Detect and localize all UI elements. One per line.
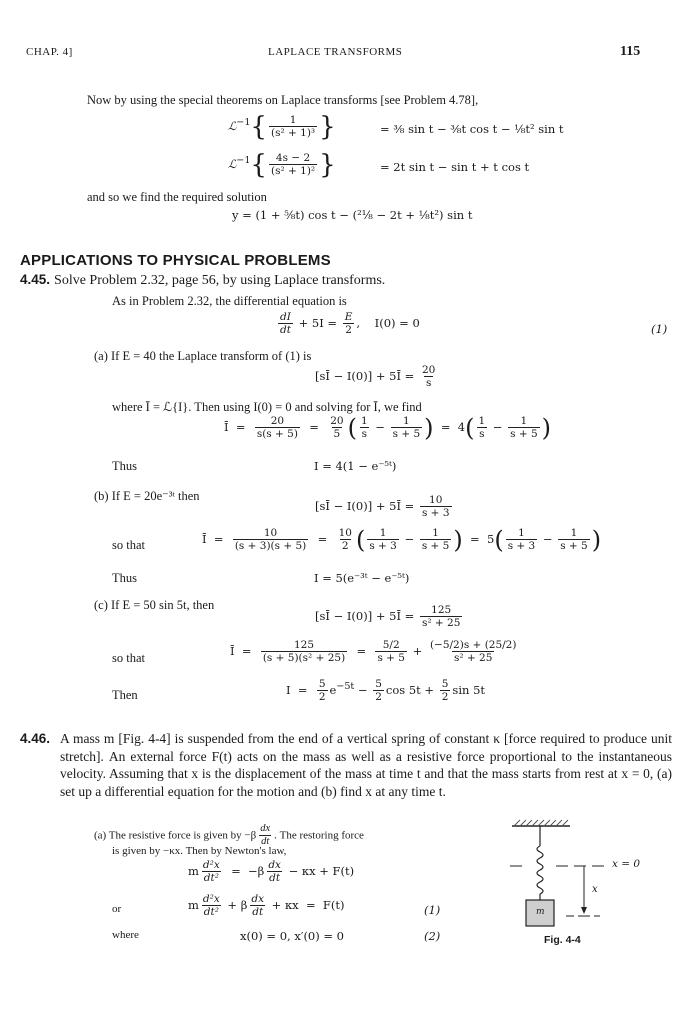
part-a-result: I = 4(1 − e⁻⁵ᵗ) — [314, 459, 397, 473]
problem-4-46-statement — [60, 730, 672, 800]
problem-intro: As in Problem 2.32, the differential equation is — [112, 294, 347, 308]
problem-number: 4.45. — [20, 272, 51, 287]
ceiling-hatching — [514, 820, 568, 826]
x-arrow-label: x — [592, 884, 598, 895]
part-a-where: where Ī = ℒ{I}. Then using I(0) = 0 and solving for Ī, we find — [112, 400, 422, 414]
restoring-text: . The restoring force — [274, 829, 364, 842]
problem-4-45-statement — [20, 271, 385, 289]
problem-number: 4.46. — [20, 731, 51, 746]
part-c-sothat: so that — [112, 651, 145, 665]
part-b-transform: [sĪ − I(0)] + 5Ī = $\frac{10}{s + 3}$ — [315, 494, 450, 520]
figure-caption: Fig. 4-4 — [544, 934, 581, 946]
lhs: [sĪ − I(0)] + 5Ī = — [315, 498, 415, 513]
motion-equation: m $\frac{\text{d²x}}{\text{dt²}}$ + β $\frac{dx}{dt}$ + κx = F(t) — [188, 893, 345, 919]
part-a-newton: is given by −κx. Then by Newton's law, — [112, 845, 287, 857]
part-c-solution: Ī = $\frac{125}{\text{(s + 5)(s² + 25)}}$ = $\frac{5/2}{s + 5}$ + $\frac{(-5/2)s + (25/2)}{\text{s² + 25}}$ — [230, 639, 517, 665]
part-b-thus: Thus — [112, 571, 137, 585]
part-a-solution: Ī = $\frac{20}{s(s + 5)}$ = $\frac{20}{5}$ ( $\frac{1}{s}$ − $\frac{1}{s + 5}$ ) = 4( $\frac{1}{s}$ − $\frac{1}{s + 5}$ ) — [224, 414, 552, 442]
problem-text: Solve Problem 2.32, page 56, by using Laplace transforms. — [54, 273, 386, 288]
section-heading: APPLICATIONS TO PHYSICAL PROBLEMS — [20, 252, 331, 269]
part-c-transform: [sĪ − I(0)] + 5Ī = $\frac{125}{\text{s² + 25}}$ — [315, 604, 461, 630]
part-b-result: I = 5(e⁻³ᵗ − e⁻⁵ᵗ) — [314, 571, 410, 585]
x-zero-label: x = 0 — [612, 858, 641, 870]
initial-condition: I(0) = 0 — [374, 315, 420, 330]
equation-tag: (1) — [651, 322, 668, 336]
mass-label: m — [536, 907, 545, 917]
lhs: [sĪ − I(0)] + 5Ī = — [315, 368, 415, 383]
part-b-solution: Ī = $\frac{10}{(s + 3)(s + 5)}$ = $\frac{10}{2}$ ( $\frac{1}{s + 3}$ − $\frac{1}{s + 5}$ ) = 5( $\frac{1}{s + 3}$ − $\frac{1}{s + 5}$ ) — [202, 526, 602, 554]
part-c-result: I = $\frac{5}{2}$ $e^{-5t}$ − $\frac{5}{2}$ cos 5t + $\frac{5}{2}$ sin 5t — [286, 678, 486, 704]
spring-coil — [537, 846, 543, 894]
inverse-transform-rhs-1: = ⅜ sin t − ⅜t cos t − ⅛t² sin t — [380, 122, 564, 136]
page-number: 115 — [620, 44, 641, 59]
part-b-sothat: so that — [112, 538, 145, 552]
equation-body: + 5I = — [298, 315, 338, 330]
problem-text: A mass m [Fig. 4-4] is suspended from the end of a vertical spring of constant κ [force required to produce unit stretch]. An external force F(t) acts on the mass as well as a resistive force proportional to the instantaneous velocity. Assuming that x is the displacement of the mass at time t and that the mass starts from rest at x = 0, (a) set up a differential equation for the motion and (b) find x at any time t. — [60, 731, 672, 799]
equation-tag-1: (1) — [424, 903, 441, 917]
running-title: LAPLACE TRANSFORMS — [268, 46, 403, 58]
part-a-resistive: (a) The resistive force is given by −β $\frac{dx}{dt}$ . The restoring force — [94, 823, 364, 848]
solution-text: and so we find the required solution — [87, 190, 267, 204]
lhs: [sĪ − I(0)] + 5Ī = — [315, 608, 415, 623]
part-b-label: (b) If E = 20e⁻³ᵗ then — [94, 489, 200, 503]
or-label: or — [112, 903, 122, 915]
differential-equation-1: $\frac{dI}{dt}$ + 5I = $\frac{E}{2}$ , I(0) = 0 — [280, 311, 420, 337]
equation-tag-2: (2) — [424, 929, 441, 943]
spring-mass-diagram — [500, 818, 680, 958]
arrow-head — [581, 907, 587, 914]
figure-4-4 — [500, 818, 680, 958]
part-c-label: (c) If E = 50 sin 5t, then — [94, 598, 215, 612]
inverse-transform-rhs-2: = 2t sin t − sin t + t cos t — [380, 160, 530, 174]
inverse-transform-eq-1: ℒ$^{-1}${ $\frac{1}{\text{(s² + 1)³}}$ } — [228, 112, 336, 142]
part-a-transform: [sĪ − I(0)] + 5Ī = $\frac{20}{s}$ — [315, 364, 436, 390]
solution-equation: y = (1 + ⅝t) cos t − (²¹⁄₈ − 2t + ⅛t²) sin t — [232, 208, 473, 222]
initial-conditions: x(0) = 0, x′(0) = 0 — [240, 929, 344, 943]
part-a-thus: Thus — [112, 459, 137, 473]
newton-equation: m $\frac{\text{d²x}}{\text{dt²}}$ = −β $\frac{dx}{dt}$ − κx + F(t) — [188, 859, 355, 885]
part-a-label: (a) If E = 40 the Laplace transform of (1) is — [94, 349, 312, 363]
chapter-label: CHAP. 4] — [26, 46, 73, 58]
part-c-then: Then — [112, 688, 138, 702]
inverse-transform-eq-2: ℒ$^{-1}${ $\frac{4s - 2}{\text{(s² + 1)²}}$ } — [228, 150, 336, 180]
intro-text: Now by using the special theorems on Laplace transforms [see Problem 4.78], — [87, 93, 479, 107]
where-label: where — [112, 929, 139, 941]
resistive-text: (a) The resistive force is given by −β — [94, 829, 257, 842]
